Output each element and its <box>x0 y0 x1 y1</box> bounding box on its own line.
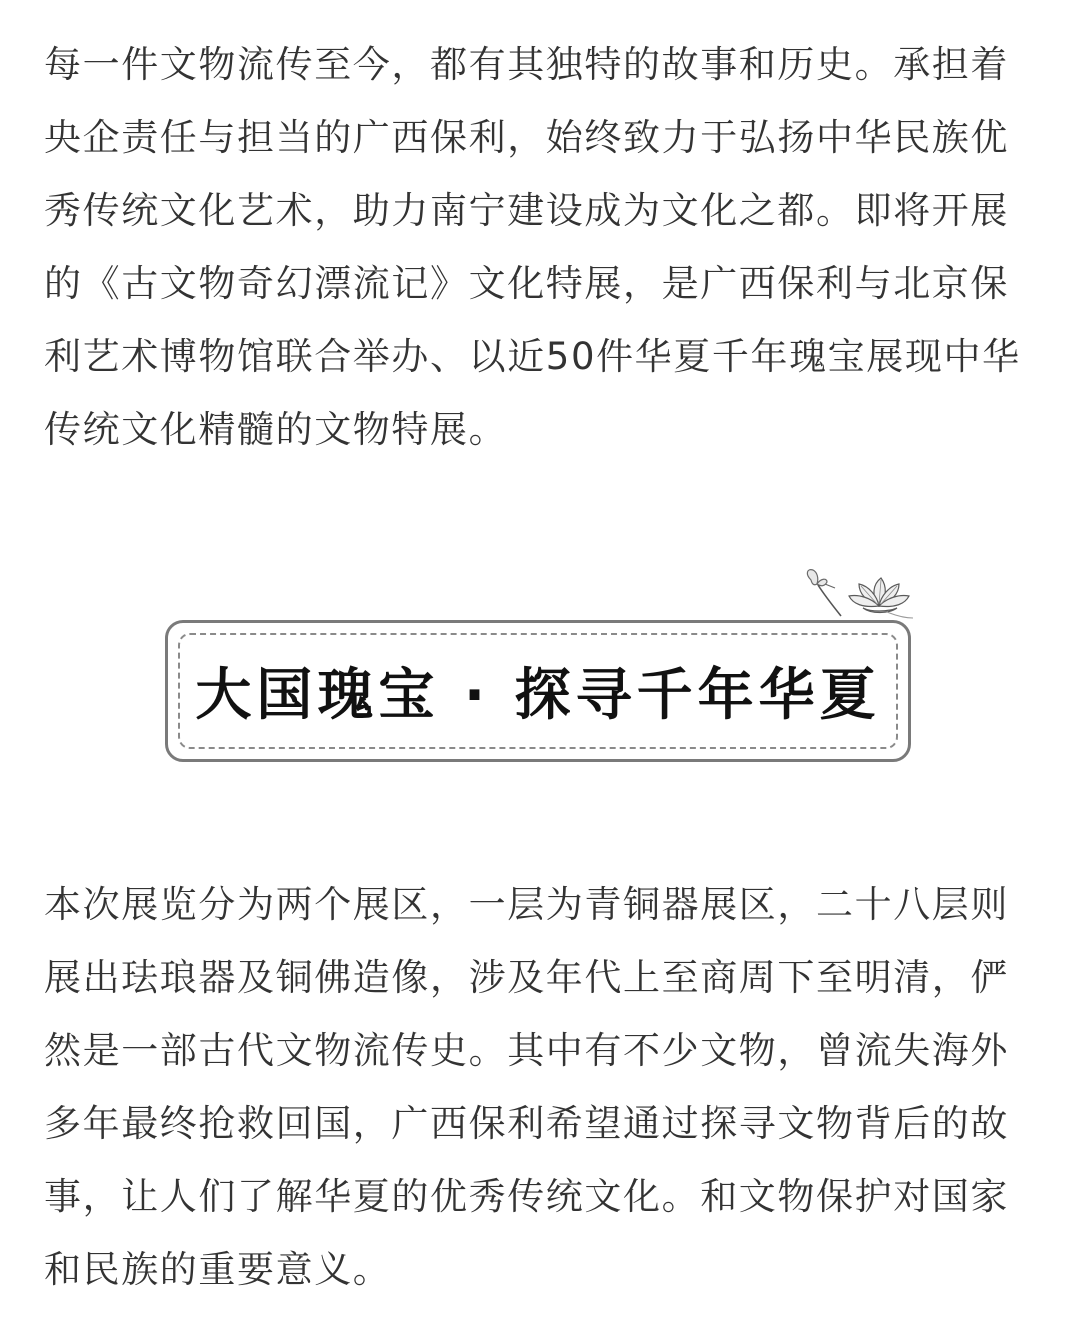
detail-line: 和民族的重要意义。 <box>44 1248 392 1291</box>
intro-line: 利艺术博物馆联合举办、以近50件华夏千年瑰宝展现中华 <box>44 335 1021 378</box>
heading-frame <box>165 620 911 762</box>
detail-paragraph <box>44 868 1036 1306</box>
detail-line: 本次展览分为两个展区，一层为青铜器展区，二十八层则 <box>44 883 1009 926</box>
intro-line: 每一件文物流传至今，都有其独特的故事和历史。承担着 <box>44 43 1009 86</box>
heading-dashed-frame <box>178 633 898 749</box>
detail-line: 展出珐琅器及铜佛造像，涉及年代上至商周下至明清，俨 <box>44 956 1009 999</box>
section-title: 大国瑰宝 · 探寻千年华夏 <box>195 663 881 728</box>
intro-paragraph <box>44 28 1036 466</box>
detail-line: 事，让人们了解华夏的优秀传统文化。和文物保护对国家 <box>44 1175 1009 1218</box>
intro-line: 秀传统文化艺术，助力南宁建设成为文化之都。即将开展 <box>44 189 1009 232</box>
lotus-flower-icon <box>801 566 917 622</box>
intro-line: 央企责任与担当的广西保利，始终致力于弘扬中华民族优 <box>44 116 1009 159</box>
intro-line: 传统文化精髓的文物特展。 <box>44 408 508 451</box>
section-heading <box>165 566 917 768</box>
intro-line: 的《古文物奇幻漂流记》文化特展，是广西保利与北京保 <box>44 262 1009 305</box>
detail-line: 然是一部古代文物流传史。其中有不少文物，曾流失海外 <box>44 1029 1009 1072</box>
detail-line: 多年最终抢救回国，广西保利希望通过探寻文物背后的故 <box>44 1102 1009 1145</box>
